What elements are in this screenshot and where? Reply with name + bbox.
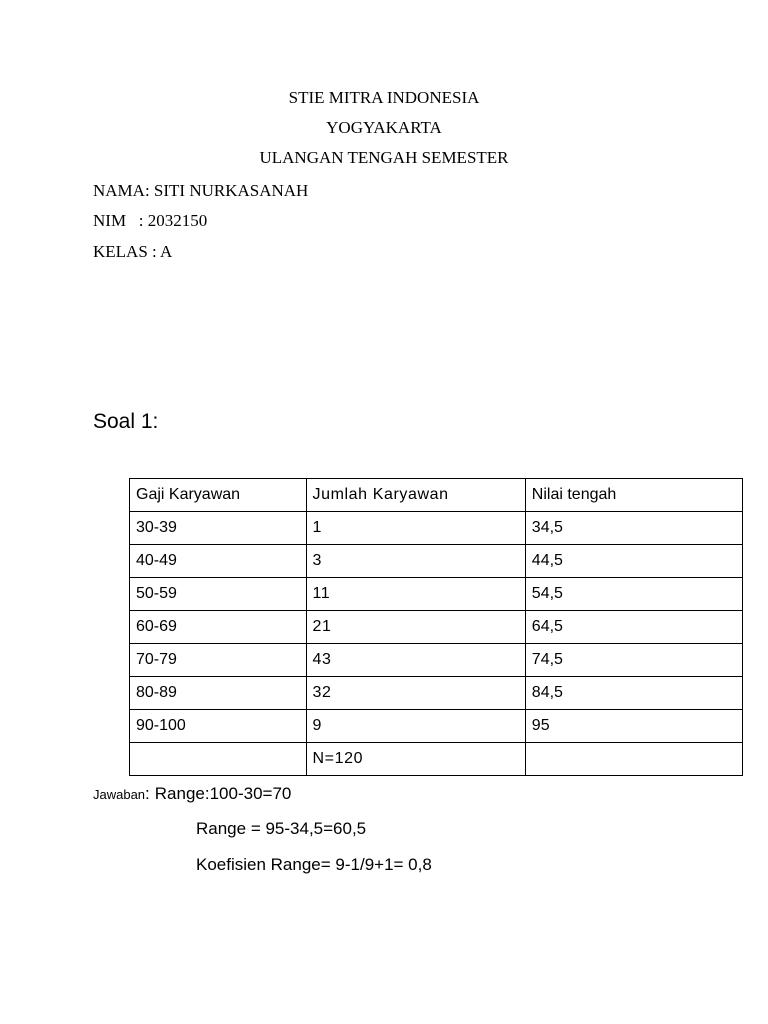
table-cell: 32 [306,677,525,710]
column-header: Jumlah Karyawan [306,479,525,512]
column-header: Gaji Karyawan [130,479,307,512]
column-header: Nilai tengah [525,479,742,512]
table-row [130,611,743,644]
table-cell: 30-39 [130,512,307,545]
table-header-row [130,479,743,512]
table-cell: N=120 [306,743,525,776]
table-cell: 90-100 [130,710,307,743]
city-name: YOGYAKARTA [326,118,442,137]
student-name: NAMA: SITI NURKASANAH [93,181,309,200]
answer-colon: : [145,784,150,803]
answer-line-3: Koefisien Range= 9-1/9+1= 0,8 [196,855,432,874]
table-row [130,512,743,545]
table-cell: 74,5 [525,644,742,677]
table-cell: 64,5 [525,611,742,644]
table-cell: 80-89 [130,677,307,710]
table-cell: 40-49 [130,545,307,578]
student-nim: NIM : 2032150 [93,211,208,230]
table-cell [130,743,307,776]
student-class: KELAS : A [93,242,173,261]
answer-line-2: Range = 95-34,5=60,5 [196,819,367,838]
table-row [130,578,743,611]
table-cell: 21 [306,611,525,644]
answer-range-1: Range:100-30=70 [154,784,292,803]
table-row [130,710,743,743]
answer-line-1 [93,784,291,804]
table-cell: 9 [306,710,525,743]
table-cell: 43 [306,644,525,677]
table-cell: 1 [306,512,525,545]
table-cell: 50-59 [130,578,307,611]
answer-label: Jawaban [93,787,146,802]
table-cell: 70-79 [130,644,307,677]
school-name: STIE MITRA INDONESIA [288,88,480,107]
table-cell: 95 [525,710,742,743]
salary-table [129,478,743,776]
table-cell: 34,5 [525,512,742,545]
table-cell: 54,5 [525,578,742,611]
table-row [130,545,743,578]
question-heading: Soal 1: [93,410,159,433]
table-cell: 44,5 [525,545,742,578]
table-cell: 84,5 [525,677,742,710]
table-cell: 11 [306,578,525,611]
table-row [130,644,743,677]
exam-title: ULANGAN TENGAH SEMESTER [259,148,509,167]
table-total-row [130,743,743,776]
table-cell: 3 [306,545,525,578]
table-cell [525,743,742,776]
table-cell: 60-69 [130,611,307,644]
table-row [130,677,743,710]
